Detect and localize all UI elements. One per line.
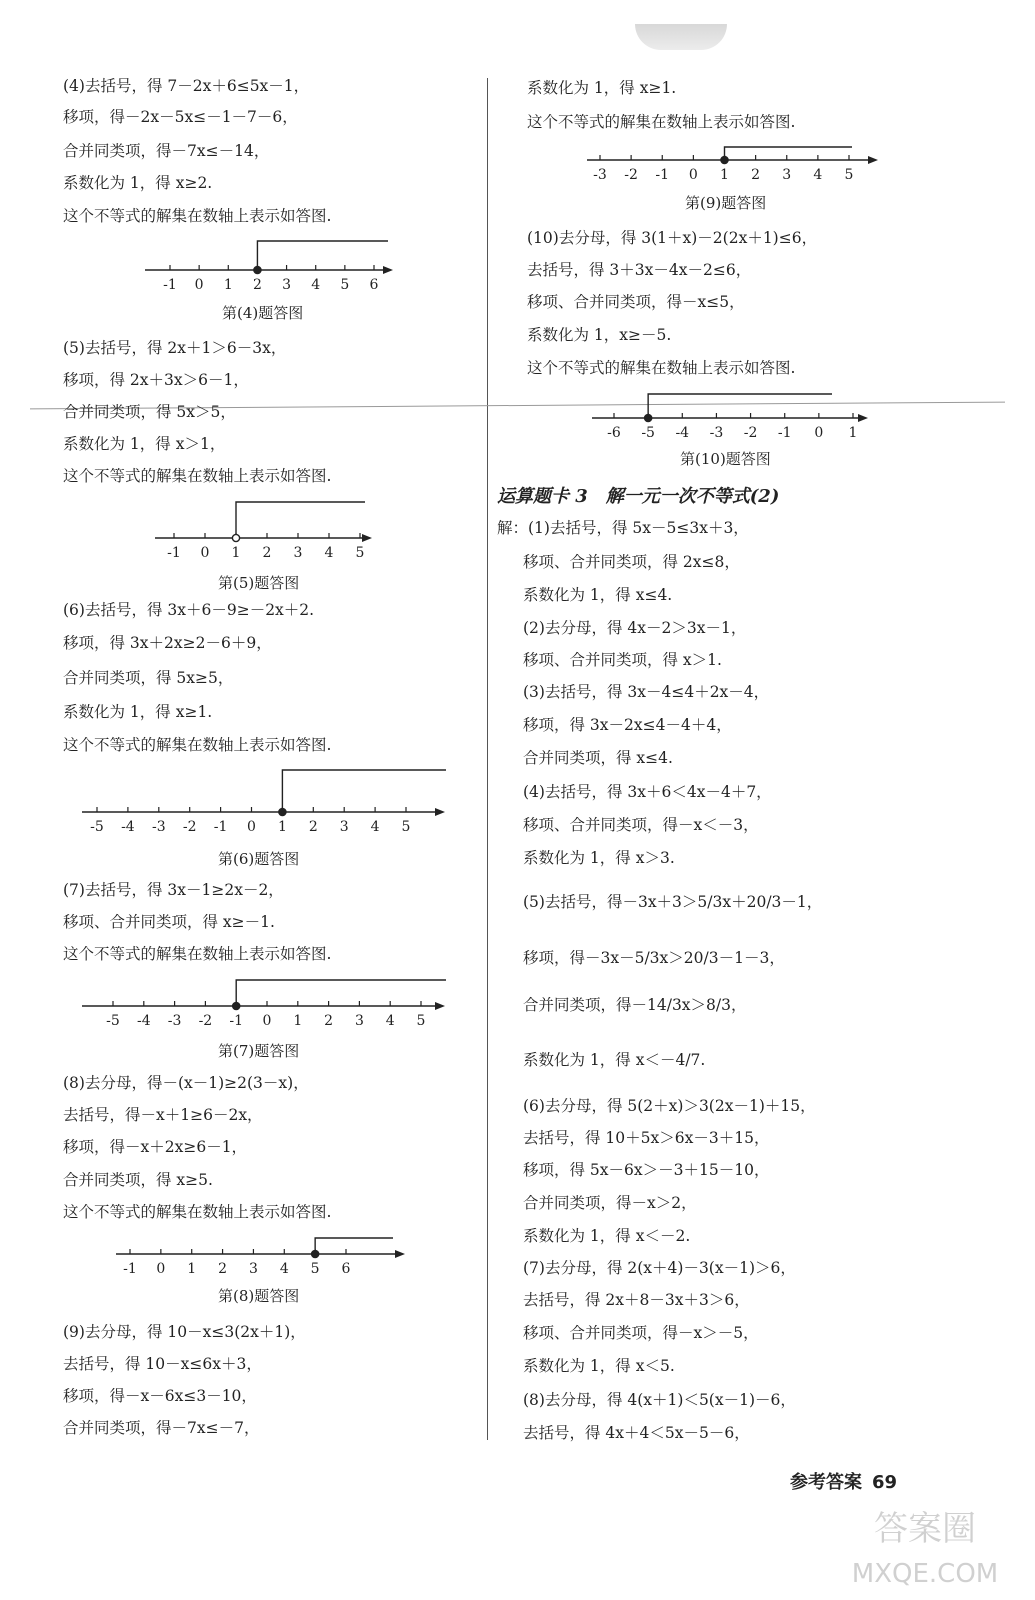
number-line-q9 [583,135,903,186]
tick-label: 0 [156,1261,166,1277]
figure-caption: 第(10)题答图 [680,450,771,468]
tick-label: -2 [743,425,758,441]
figure-caption: 第(6)题答图 [218,850,300,868]
text-line: 移项，得 3x－2x≤4－4＋4， [523,716,732,734]
text-line: 合并同类项，得－x＞2， [523,1194,697,1212]
text-line: (8)去分母，得－(x－1)≥2(3－x)， [63,1074,309,1092]
tick-label: -5 [90,819,104,835]
tick-label: 2 [252,277,262,293]
text-line: 系数化为 1，得 x＞1， [63,435,226,453]
solution-ray [257,241,388,270]
page-number: 69 [872,1472,898,1493]
text-line: 移项、合并同类项，得 x＞1. [523,651,722,669]
closed-endpoint [645,414,652,421]
text-line: (5)去括号，得－3x＋3＞5/3x＋20/3－1， [523,893,823,911]
tick-label: 3 [339,819,349,835]
number-line-q5 [150,490,395,564]
tick-label: -6 [607,425,621,441]
text-line: 合并同类项，得－14/3x＞8/3， [523,996,747,1014]
text-line: 移项、合并同类项，得－x＜－3， [523,816,759,834]
tick-label: -1 [229,1013,244,1029]
text-line: 这个不等式的解集在数轴上表示如答图. [63,736,332,754]
text-line: (7)去分母，得 2(x＋4)－3(x－1)＞6， [523,1259,796,1277]
number-line-q8 [112,1228,432,1280]
text-line: (8)去分母，得 4(x＋1)＜5(x－1)－6， [523,1391,796,1409]
tick-label: 5 [401,819,411,835]
axis-arrow [395,1250,405,1258]
text-line: 去括号，得－x＋1≥6－2x， [63,1106,263,1124]
text-line: 移项、合并同类项，得 x≥－1. [63,913,275,931]
watermark-text: 答案圈 [874,1509,976,1549]
tick-label: 6 [341,1261,351,1277]
figure-caption: 第(8)题答图 [218,1287,300,1305]
tick-label: 1 [277,819,287,835]
axis-arrow [383,266,393,274]
tick-label: -3 [167,1013,182,1029]
tick-label: -1 [163,277,177,293]
tick-label: 0 [688,167,698,183]
figure-caption: 第(5)题答图 [218,574,300,592]
solution-ray [236,502,365,538]
tick-label: 1 [223,277,233,293]
tick-label: 3 [248,1261,258,1277]
tick-label: 5 [844,167,854,183]
text-line: (5)去括号，得 2x＋1＞6－3x， [63,339,287,357]
text-line: 移项，得 2x＋3x＞6－1， [63,371,249,389]
text-line: 合并同类项，得 5x＞5， [63,403,236,421]
text-line: 去括号，得 10＋5x＞6x－3＋15， [523,1129,770,1147]
text-line: 系数化为 1，得 x＜－4/7. [523,1051,706,1069]
tick-label: -4 [136,1013,151,1029]
text-line: 合并同类项，得 5x≥5， [63,669,234,687]
text-line: 这个不等式的解集在数轴上表示如答图. [527,113,796,131]
page-tab-decoration [635,24,727,50]
tick-label: -1 [655,167,670,183]
tick-label: -1 [123,1261,137,1277]
text-line: 移项、合并同类项，得－x≤5， [527,293,745,311]
text-line: 移项，得－x－6x≤3－10， [63,1387,257,1405]
tick-label: 0 [194,277,204,293]
text-line: 合并同类项，得 x≥5. [63,1171,213,1189]
tick-label: 1 [848,425,858,441]
text-line: (7)去括号，得 3x－1≥2x－2， [63,881,284,899]
tick-label: 2 [262,545,272,561]
tick-label: 4 [324,545,334,561]
text-line: 移项，得 5x－6x＞－3＋15－10， [523,1161,770,1179]
tick-label: -5 [106,1013,120,1029]
closed-endpoint [312,1250,319,1257]
text-line: 移项，得－2x－5x≤－1－7－6， [63,108,298,126]
axis-arrow [362,534,372,542]
text-line: 移项、合并同类项，得 2x≤8， [523,553,740,571]
text-line: 合并同类项，得－7x≤－7， [63,1419,260,1437]
tick-label: 1 [231,545,241,561]
tick-label: -3 [593,167,607,183]
text-line: 系数化为 1，得 x≤4. [523,586,673,604]
tick-label: -5 [641,425,655,441]
text-line: (4)去括号，得 3x＋6＜4x－4＋7， [523,783,772,801]
text-line: (6)去括号，得 3x＋6－9≥－2x＋2. [63,601,315,619]
axis-arrow [868,156,878,164]
axis-arrow [858,414,868,422]
solution-ray [725,147,853,160]
tick-label: 5 [310,1261,320,1277]
text-line: 系数化为 1，得 x＜－2. [523,1227,691,1245]
tick-label: 0 [814,425,824,441]
closed-endpoint [233,1002,240,1009]
tick-label: -2 [624,167,638,183]
axis-arrow [435,808,445,816]
text-line: (9)去分母，得 10－x≤3(2x＋1)， [63,1323,306,1341]
tick-label: 5 [355,545,365,561]
svg-text:MXQE.COM: MXQE.COM [851,1559,999,1589]
text-line: 解：(1)去括号，得 5x－5≤3x＋3， [497,519,749,537]
text-line: 这个不等式的解集在数轴上表示如答图. [63,207,332,225]
number-line-q4 [140,228,420,296]
solution-ray [648,394,832,418]
tick-label: 0 [262,1013,272,1029]
text-line: 移项，得 3x＋2x≥2－6＋9， [63,634,272,652]
number-line-q7 [78,968,468,1032]
section-title: 运算题卡 3 解一元一次不等式(2) [497,486,780,507]
tick-label: 2 [751,167,761,183]
solution-ray [282,770,446,812]
tick-label: 3 [282,277,292,293]
watermark-logo [835,1490,1015,1595]
tick-label: 3 [293,545,303,561]
text-line: 系数化为 1，得 x≥2. [63,174,213,192]
tick-label: 4 [385,1013,395,1029]
tick-label: 2 [324,1013,334,1029]
tick-label: 2 [218,1261,228,1277]
column-divider [487,78,488,1440]
text-line: 去括号，得 10－x≤6x＋3， [63,1355,262,1373]
tick-label: -1 [167,545,181,561]
text-line: 移项，得－3x－5/3x＞20/3－1－3， [523,949,785,967]
text-line: 这个不等式的解集在数轴上表示如答图. [63,1203,332,1221]
tick-label: 4 [813,167,823,183]
tick-label: 0 [200,545,210,561]
tick-label: 2 [308,819,318,835]
tick-label: 0 [247,819,256,835]
tick-label: -1 [213,819,228,835]
tick-label: 1 [187,1261,197,1277]
tick-label: 5 [416,1013,426,1029]
tick-label: -3 [709,425,724,441]
text-line: 这个不等式的解集在数轴上表示如答图. [527,359,796,377]
solution-ray [236,980,446,1006]
tick-label: -2 [182,819,197,835]
figure-caption: 第(9)题答图 [685,194,767,212]
text-line: (10)去分母，得 3(1＋x)－2(2x＋1)≤6， [527,229,818,247]
closed-endpoint [279,808,286,815]
tick-label: 4 [279,1261,289,1277]
text-line: (3)去括号，得 3x－4≤4＋2x－4， [523,683,770,701]
footer-label: 参考答案 [790,1472,862,1493]
figure-caption: 第(4)题答图 [222,304,304,322]
text-line: 系数化为 1，得 x≥1. [527,79,677,97]
solution-ray [315,1238,393,1254]
number-line-q6 [78,760,468,838]
tick-label: 1 [720,167,729,183]
text-line: 去括号，得 3＋3x－4x－2≤6， [527,261,752,279]
tick-label: 5 [340,277,350,293]
tick-label: 1 [293,1013,303,1029]
text-line: 系数化为 1，得 x＞3. [523,849,675,867]
text-line: (6)去分母，得 5(2＋x)＞3(2x－1)＋15， [523,1097,816,1115]
tick-label: 3 [354,1013,364,1029]
text-line: 移项，得－x＋2x≥6－1， [63,1138,248,1156]
axis-arrow [435,1002,445,1010]
closed-endpoint [721,156,728,163]
tick-label: -3 [151,819,166,835]
text-line: 系数化为 1，得 x≥1. [63,703,213,721]
tick-label: -4 [675,425,690,441]
text-line: 合并同类项，得 x≤4. [523,749,673,767]
text-line: 去括号，得 2x＋8－3x＋3＞6， [523,1291,750,1309]
open-endpoint [232,534,239,541]
tick-label: 6 [369,277,379,293]
tick-label: -2 [198,1013,213,1029]
text-line: 这个不等式的解集在数轴上表示如答图. [63,945,332,963]
text-line: 合并同类项，得－7x≤－14， [63,142,270,160]
text-line: 移项、合并同类项，得－x＞－5， [523,1324,759,1342]
tick-label: 4 [311,277,321,293]
text-line: 系数化为 1，得 x＜5. [523,1357,675,1375]
text-line: (2)去分母，得 4x－2＞3x－1， [523,619,747,637]
figure-caption: 第(7)题答图 [218,1042,300,1060]
tick-label: 3 [782,167,792,183]
tick-label: -1 [777,425,792,441]
number-line-q10 [588,382,893,444]
text-line: (4)去括号，得 7－2x＋6≤5x－1， [63,77,310,95]
tick-label: -4 [121,819,135,835]
text-line: 去括号，得 4x＋4＜5x－5－6， [523,1424,750,1442]
closed-endpoint [254,266,261,273]
text-line: 系数化为 1，x≥－5. [527,326,672,344]
tick-label: 4 [370,819,380,835]
text-line: 这个不等式的解集在数轴上表示如答图. [63,467,332,485]
